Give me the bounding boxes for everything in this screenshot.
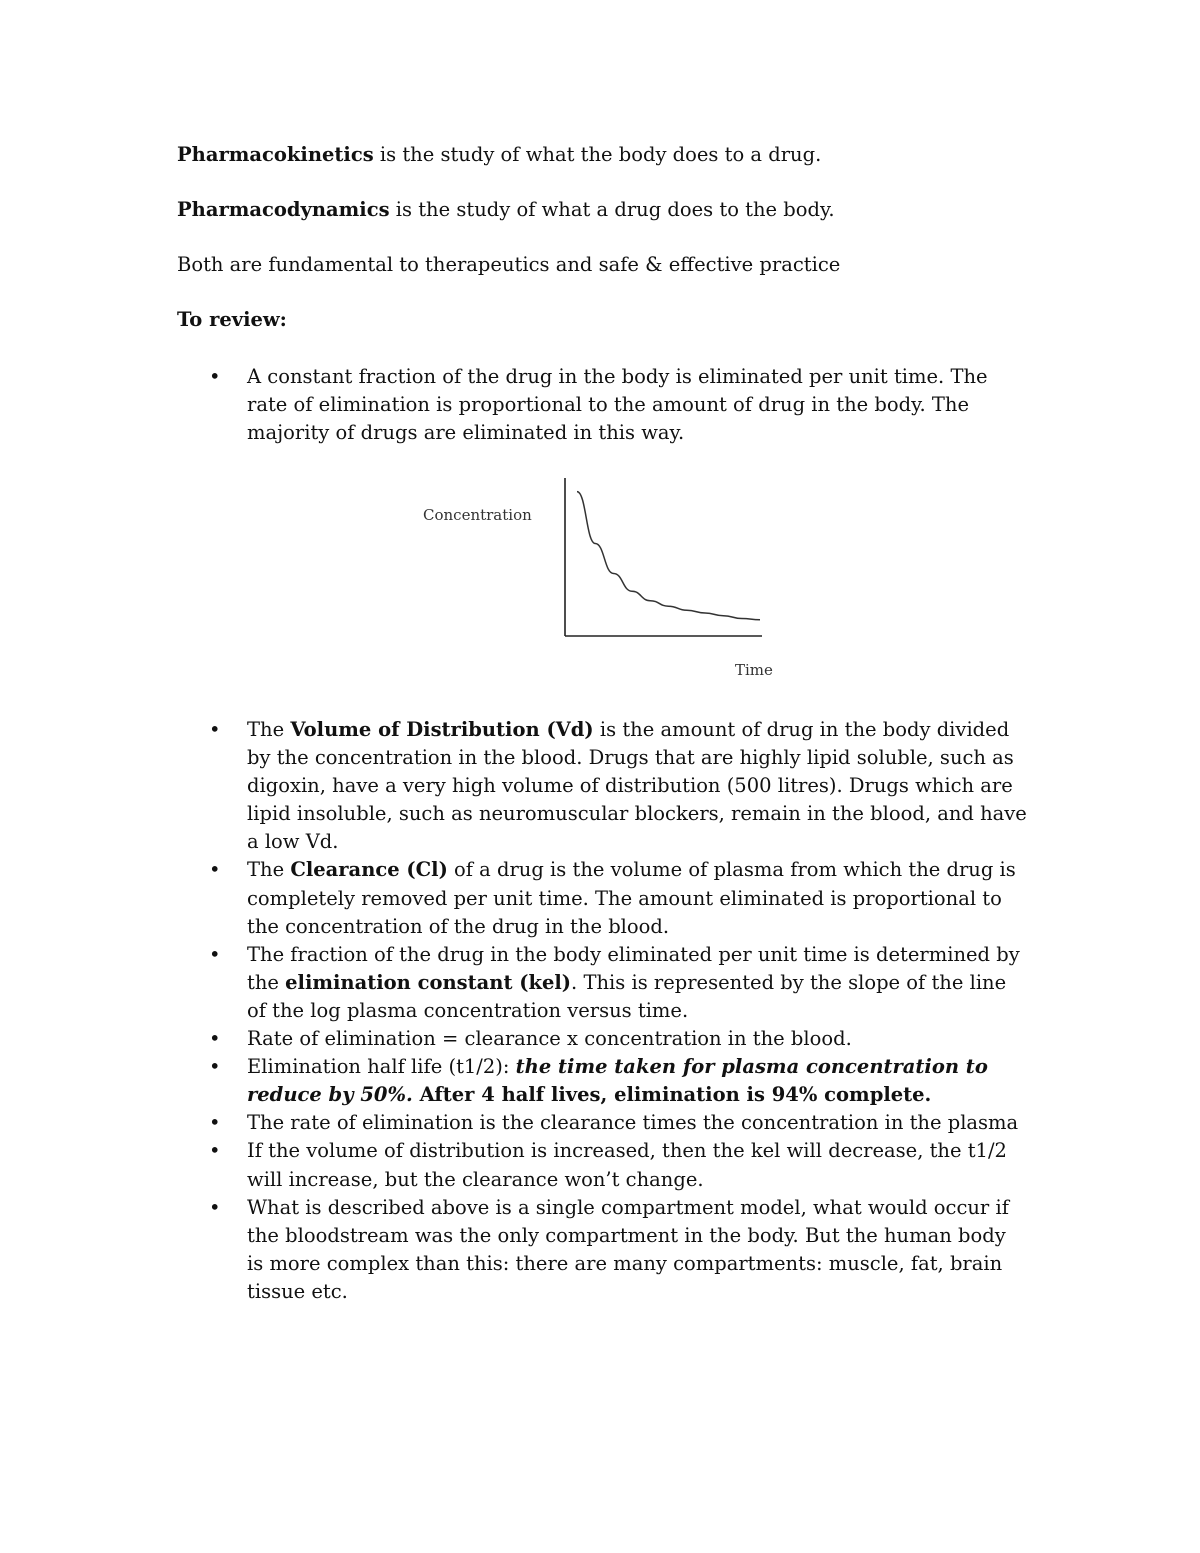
kel-prefix: The fraction of the drug in the body eliminated per unit time is determined by the	[247, 942, 1020, 994]
bullet-icon: •	[209, 1055, 221, 1079]
clearance-text: of a drug is the volume of plasma from which the drug is completely removed per unit time. The amount eliminated is proportional to the concentration of the drug in the blood.	[247, 858, 1016, 938]
bullet-icon: •	[209, 365, 221, 388]
vd-increase-text: If the volume of distribution is increased, then the kel will decrease, the t1/2 will increase, but the clearance won’t change.	[247, 1139, 1007, 1191]
bullet-icon: •	[209, 942, 221, 966]
single-compartment-text: What is described above is a single compartment model, what would occur if the bloodstream was the only compartment in the body. But the human body is more complex than this: there are many compartments: muscle, fat, brain tissue etc.	[247, 1195, 1009, 1303]
clearance-term: Clearance (Cl)	[290, 858, 448, 882]
list-item	[0, 1194, 1027, 1306]
pharmacodynamics-text: is the study of what a drug does to the body.	[389, 198, 835, 221]
bullet-icon: •	[209, 1027, 221, 1051]
half-life-note: After 4 half lives, elimination is 94% complete.	[412, 1083, 932, 1107]
rate-plasma-text: The rate of elimination is the clearance times the concentration in the plasma	[247, 1111, 1019, 1135]
list-item	[0, 941, 1027, 1025]
bullet-icon: •	[209, 1139, 221, 1163]
half-life-definition: the time taken for plasma concentration to reduce by 50%.	[247, 1055, 988, 1107]
kel-text: . This is represented by the slope of the line of the log plasma concentration versus time.	[247, 970, 1007, 1022]
list-item	[0, 716, 1027, 856]
both-fundamental-text: Both are fundamental to therapeutics and safe & effective practice	[177, 253, 841, 276]
concentration-time-chart	[410, 470, 790, 690]
rate-of-elimination-text: Rate of elimination = clearance x concentration in the blood.	[247, 1027, 852, 1051]
half-life-prefix: Elimination half life (t1/2):	[247, 1055, 516, 1079]
list-item	[0, 1109, 1027, 1137]
list-item	[0, 856, 1027, 940]
pharmacokinetics-definition	[177, 141, 821, 169]
kel-term: elimination constant (kel)	[285, 970, 572, 994]
cl-prefix: The	[247, 858, 291, 882]
chart-y-label: Concentration	[423, 506, 532, 524]
review-heading-text: To review:	[177, 308, 287, 331]
pharmacokinetics-text: is the study of what the body does to a drug.	[373, 143, 822, 166]
pharmacodynamics-term: Pharmacodynamics	[177, 198, 390, 221]
pharmacokinetics-term: Pharmacokinetics	[177, 143, 374, 166]
chart-series-line	[577, 492, 760, 620]
list-item	[0, 1137, 1027, 1193]
vd-text: is the amount of drug in the body divided by the concentration in the blood. Drugs that are highly lipid soluble, such as digoxin, have a very high volume of distribution (500 litres). Drugs which are lipid insoluble, such as neuromuscular blockers, remain in the blood, and have a low Vd.	[247, 718, 1027, 854]
list-item	[0, 363, 1027, 447]
list-item	[0, 1025, 1027, 1053]
list-item	[0, 1053, 1027, 1109]
review-list-bottom	[0, 716, 1027, 1306]
first-order-elimination-text: A constant fraction of the drug in the body is eliminated per unit time. The rate of elimination is proportional to the amount of drug in the body. The majority of drugs are eliminated in this way.	[247, 365, 988, 445]
pharmacodynamics-definition	[177, 196, 835, 224]
bullet-icon: •	[209, 1195, 221, 1219]
bullet-icon: •	[209, 858, 221, 882]
chart-x-label: Time	[735, 661, 773, 679]
bullet-icon: •	[209, 718, 221, 741]
review-list-top	[0, 363, 1027, 447]
vd-term: Volume of Distribution (Vd)	[290, 718, 594, 741]
bullet-icon: •	[209, 1111, 221, 1135]
vd-prefix: The	[247, 718, 291, 741]
review-heading	[177, 306, 287, 334]
